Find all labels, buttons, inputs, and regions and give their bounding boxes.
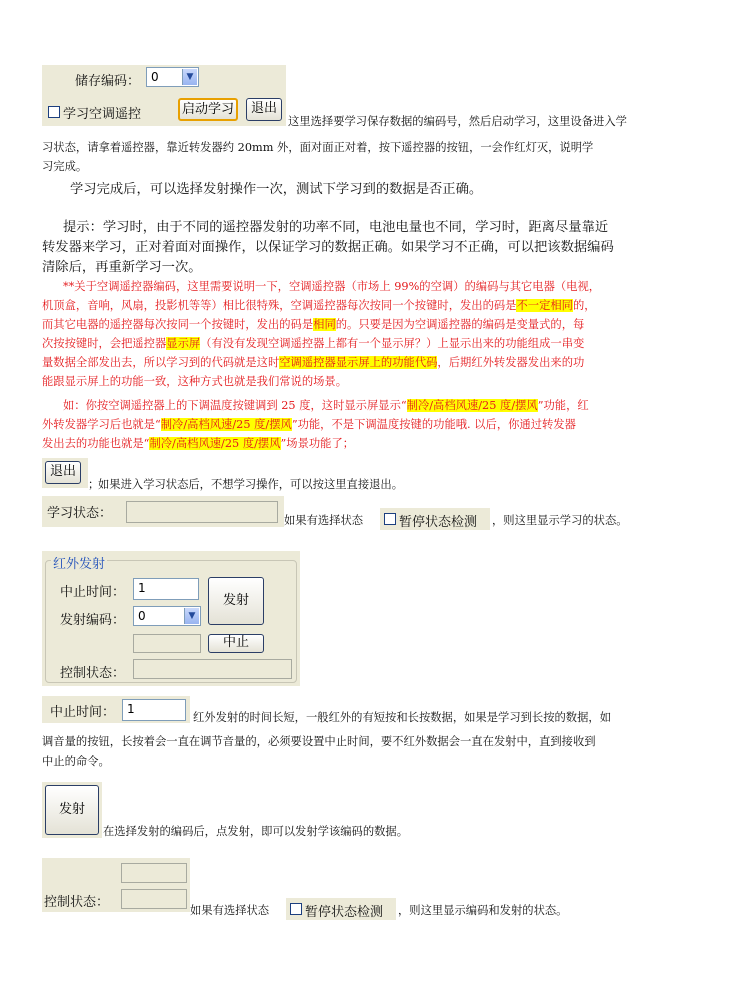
emit-description: 在选择发射的编码后，点发射，即可以发射学该编码的数据。 — [103, 825, 409, 838]
ir-emit-code-select[interactable] — [133, 606, 201, 626]
note-text: 而其它电器的遥控器每次按同一个按键时，发出的码是 — [42, 318, 314, 331]
note-highlight: 空调遥控器显示屏上的功能代码 — [279, 356, 438, 369]
ir-group-title: 红外发射 — [51, 553, 107, 572]
note-highlight: 相同 — [313, 318, 336, 331]
learn-status-field — [126, 501, 278, 523]
ir-control-status-field — [133, 659, 292, 679]
ir-emit-code-value: 0 — [138, 609, 146, 623]
chevron-down-icon[interactable]: ▼ — [184, 608, 199, 624]
pause-detect-panel — [380, 508, 490, 530]
ir-aux-field — [133, 634, 201, 653]
example-text: ”场景功能了； — [280, 437, 355, 450]
pause-detect-label: 暂停状态检测 — [399, 515, 478, 530]
intro-line-1: 这里选择要学习保存数据的编码号，然后启动学习，这里设备进入学 — [288, 115, 627, 128]
intro-line-2: 习状态，请拿着遥控器，靠近转发器约 20mm 外，面对面正对着，按下遥控器的按钮，一会作红灯灭，说明学 — [42, 141, 594, 154]
ir-stop-time-input[interactable]: 1 — [133, 578, 199, 600]
pause-detect-label-2: 暂停状态检测 — [305, 905, 384, 920]
stop-time-label: 中止时间： — [50, 705, 116, 720]
pause-detect-panel-2 — [286, 898, 396, 920]
example-text: 发出去的功能也就是“ — [42, 437, 150, 450]
exit-suffix: ； — [88, 478, 100, 491]
note-highlight: 显示屏 — [166, 337, 201, 350]
control-status-field-bottom — [121, 889, 187, 909]
stop-time-line-1: 红外发射的时间长短，一般红外的有短按和长按数据，如果是学习到长按的数据，如 — [193, 711, 611, 724]
example-text: ”功能，不是下调温度按键的功能哦. 以后，你通过转发器 — [291, 418, 576, 431]
ir-control-status-label: 控制状态： — [60, 666, 126, 681]
note-text: 量数据全部发出去，所以学习到的代码就是这时 — [42, 356, 280, 369]
start-learn-button[interactable]: 启动学习 — [178, 98, 238, 121]
stop-time-panel — [42, 696, 190, 723]
exit-description: 如果进入学习状态后，不想学习操作，可以按这里直接退出。 — [98, 478, 404, 491]
control-status-field-top — [121, 863, 187, 883]
exit-button-standalone[interactable]: 退出 — [45, 461, 81, 484]
stop-time-line-3: 中止的命令。 — [42, 755, 110, 768]
example-text: 如：你按空调遥控器上的下调温度按键调到 25 度，这时显示屏显示“ — [63, 399, 407, 412]
store-code-label: 储存编码： — [75, 74, 141, 89]
learn-status-text-b: ，则这里显示学习的状态。 — [492, 514, 628, 527]
ir-emit-code-label: 发射编码： — [60, 613, 126, 628]
note-text: ，后期红外转发器发出来的功 — [437, 356, 585, 369]
after-learn-text: 学习完成后，可以选择发射操作一次，测试下学习到的数据是否正确。 — [70, 182, 483, 197]
ir-panel — [42, 551, 300, 686]
note-line-5 — [42, 354, 584, 373]
learn-ac-label: 学习空调遥控 — [63, 107, 142, 122]
chevron-down-icon[interactable]: ▼ — [182, 69, 197, 85]
note-line-1: **关于空调遥控器编码，这里需要说明一下，空调遥控器（市场上 99%的空调）的编码与其它电器（电视， — [63, 280, 601, 293]
note-text: 的， — [572, 299, 596, 312]
tip-line-3: 清除后，再重新学习一次。 — [42, 260, 202, 275]
ir-emit-button[interactable]: 发射 — [208, 577, 264, 625]
example-highlight: 制冷/高档风速/25 度/摆风 — [406, 399, 538, 412]
ir-stop-button[interactable]: 中止 — [208, 634, 264, 653]
note-highlight: 不一定相同 — [516, 299, 573, 312]
learn-status-panel — [42, 496, 284, 527]
note-line-2 — [42, 297, 596, 316]
example-text: 外转发器学习后也就是“ — [42, 418, 161, 431]
note-text: （有没有发现空调遥控器上都有一个显示屏？）上显示出来的功能组成一串变 — [200, 337, 585, 350]
emit-button[interactable]: 发射 — [45, 785, 99, 835]
example-text: ”功能，红 — [537, 399, 589, 412]
control-status-text-b: ，则这里显示编码和发射的状态。 — [398, 904, 568, 917]
note-text: 机顶盒，音响，风扇，投影机等等）相比很特殊，空调遥控器每次按同一个按键时，发出的码是 — [42, 299, 517, 312]
learn-status-label: 学习状态： — [47, 506, 113, 521]
example-line-1 — [63, 397, 589, 416]
example-highlight: 制冷/高档风速/25 度/摆风 — [149, 437, 281, 450]
control-status-text-a: 如果有选择状态 — [190, 904, 270, 917]
note-line-4 — [42, 335, 584, 354]
pause-detect-checkbox-2[interactable] — [290, 903, 302, 915]
store-code-select[interactable] — [146, 67, 199, 87]
exit-panel — [42, 458, 88, 488]
tip-line-1: 提示：学习时，由于不同的遥控器发射的功率不同，电池电量也不同，学习时，距离尽量靠近 — [63, 220, 609, 235]
example-highlight: 制冷/高档风速/25 度/摆风 — [160, 418, 292, 431]
learn-ac-checkbox[interactable] — [48, 106, 60, 118]
control-status-label: 控制状态： — [44, 895, 110, 910]
stop-time-line-2: 调音量的按钮，长按着会一直在调节音量的，必须要设置中止时间，要不红外数据会一直在发射中，直到接收到 — [42, 735, 596, 748]
learn-panel — [42, 65, 286, 126]
intro-line-3: 习完成。 — [42, 160, 88, 173]
example-line-3 — [42, 435, 354, 454]
stop-time-input[interactable]: 1 — [122, 699, 186, 721]
pause-detect-checkbox[interactable] — [384, 513, 396, 525]
store-code-value: 0 — [151, 70, 159, 84]
emit-panel — [42, 782, 102, 838]
note-text: 的。只要是因为空调遥控器的编码是变量式的，每 — [335, 318, 585, 331]
ir-stop-time-label: 中止时间： — [60, 585, 126, 600]
note-line-3 — [42, 316, 584, 335]
control-status-panel — [42, 858, 190, 912]
example-line-2 — [42, 416, 576, 435]
learn-status-text-a: 如果有选择状态 — [284, 514, 364, 527]
note-line-6: 能跟显示屏上的功能一致，这种方式也就是我们常说的场景。 — [42, 375, 348, 388]
tip-line-2: 转发器来学习，正对着面对面操作，以保证学习的数据正确。如果学习不正确，可以把该数据编码 — [42, 240, 614, 255]
note-text: 次按按键时，会把遥控器 — [42, 337, 167, 350]
exit-button[interactable]: 退出 — [246, 98, 282, 121]
